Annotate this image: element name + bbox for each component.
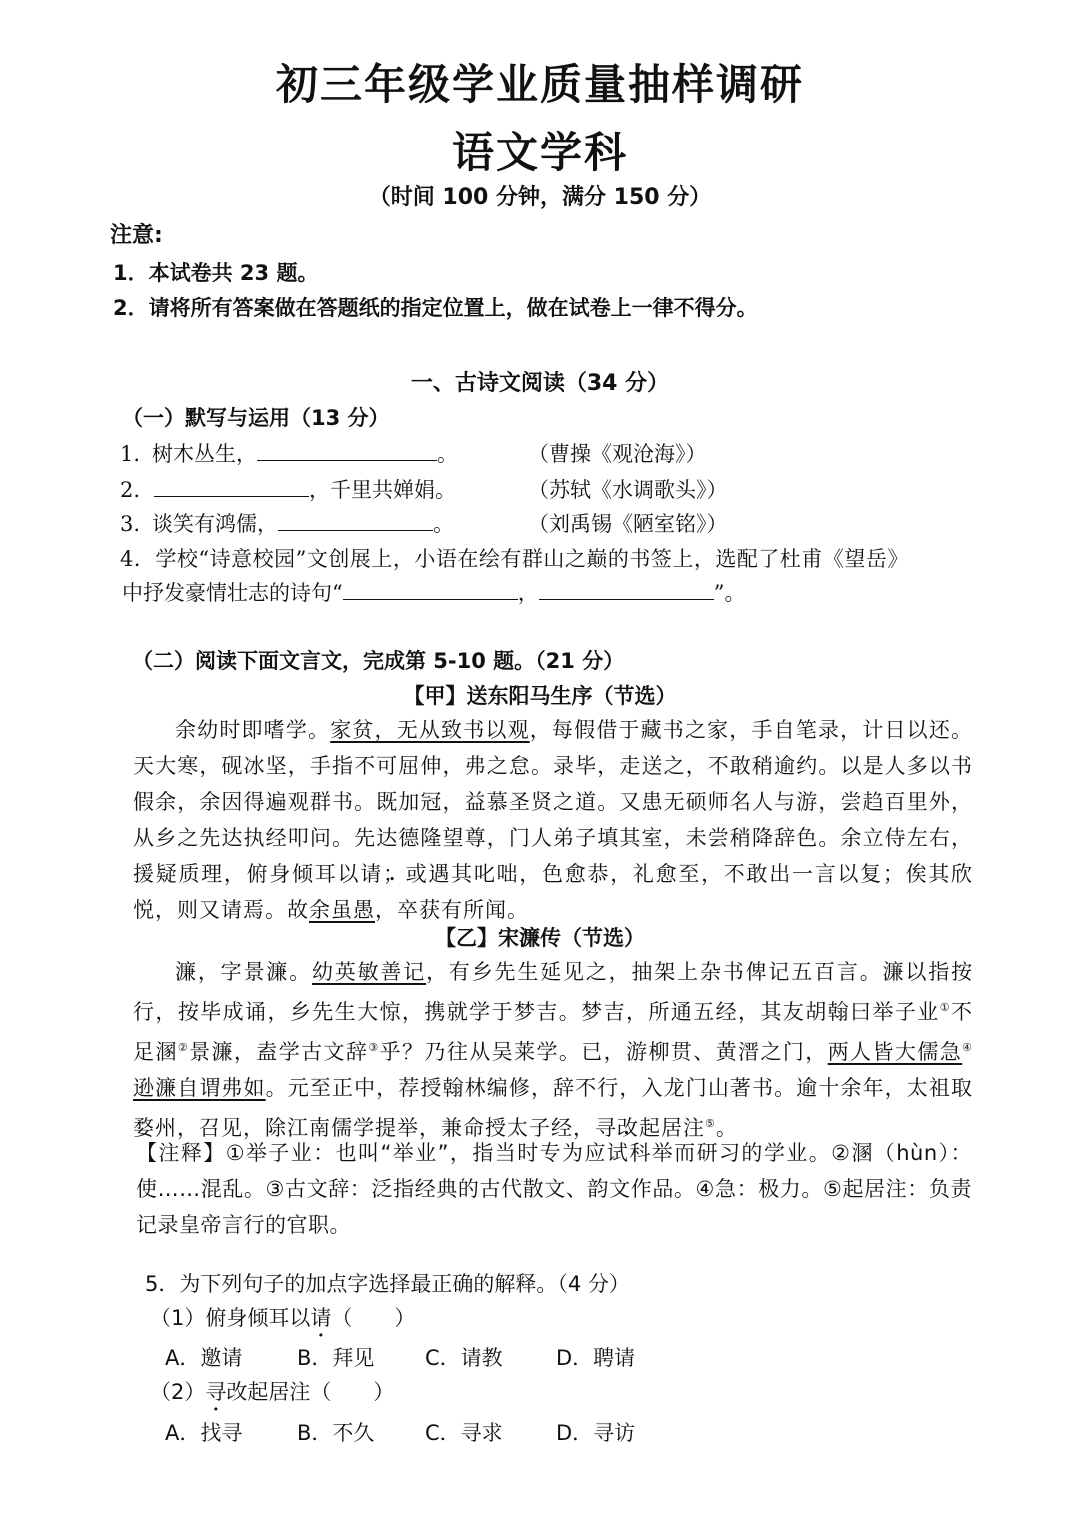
notice-item-2: 2．请将所有答案做在答题纸的指定位置上，做在试卷上一律不得分。 [113,296,758,320]
question-2: 2. ，千里共婵娟。 [120,478,457,502]
option-1d[interactable]: D．聘请 [556,1346,636,1370]
passage-yi: 濂，字景濂。幼英敏善记，有乡先生延见之，抽架上杂书俾记五百言。濂以指按行，按毕成诵，乡先生大惊，携就学于梦吉。梦吉，所通五经，其友胡翰曰举子业①不足溷②景濂，盍学古文辞③乎？乃往从吴莱学。已，游柳贯、黄溍之门，两人皆大儒急④逊濂自谓弗如。元至正中，荐授翰林编修，辞不行，入龙门山著书。逾十余年，太祖取婺州，召见，除江南儒学提举，兼命授太子经，寻改起居注⑤。 [133,960,974,1140]
question-5-sub-2: （2）寻改起居注（ ） [150,1380,395,1404]
answer-blank-4b[interactable] [539,579,714,600]
question-4-line-2: 中抒发豪情壮志的诗句“ ， ”。 [122,581,746,605]
question-1: 1. 树木丛生， 。 [120,442,459,466]
underlined-sentence-jia-1: 家贫，无从致书以观 [330,718,530,742]
question-5-sub-1: （1）俯身倾耳以请（ ） [150,1306,416,1330]
underlined-sentence-yi-1: 幼英敏善记 [311,960,427,984]
option-2b[interactable]: B．不久 [297,1421,375,1445]
passage-jia-title: 【甲】送东阳马生序（节选） [403,684,677,708]
dotted-char-qing: 请 [360,862,383,886]
question-3: 3. 谈笑有鸿儒， 。 [120,512,455,536]
passage-yi-title: 【乙】宋濂传（节选） [435,926,645,950]
exam-title: 初三年级学业质量抽样调研 [275,60,804,109]
option-2a[interactable]: A．找寻 [165,1421,243,1445]
underlined-sentence-jia-2: 余虽愚 [309,898,375,922]
part-2-title: （二）阅读下面文言文，完成第 5-10 题。（21 分） [132,649,625,673]
annotations: 【注释】①举子业：也叫“举业”，指当时专为应试科举而研习的学业。②溷（hùn）：使……混乱。③古文辞：泛指经典的古代散文、韵文作品。④急：极力。⑤起居注：负责记录皇帝言行的官职。 [136,1141,972,1237]
answer-blank-3[interactable] [278,510,433,531]
question-2-source: （苏轼《水调歌头》） [528,478,728,502]
underlined-sentence-yi-2b: 逊濂自谓弗如 [133,1076,266,1100]
option-1c[interactable]: C．请教 [425,1346,503,1370]
answer-blank-2[interactable] [154,476,309,497]
option-1b[interactable]: B．拜见 [297,1346,375,1370]
section-1-title: 一、古诗文阅读（34 分） [410,371,670,396]
part-1-title: （一）默写与运用（13 分） [122,406,390,430]
passage-jia: 余幼时即嗜学。家贫，无从致书以观，每假借于藏书之家，手自笔录，计日以还。天大寒，砚冰坚，手指不可屈伸，弗之怠。录毕，走送之，不敢稍逾约。以是人多以书假余，余因得遍观群书。既加冠，益慕圣贤之道。又患无硕师名人与游，尝趋百里外，从乡之先达执经叩问。先达德隆望尊，门人弟子填其室，未尝稍降辞色。余立侍左右，援疑质理，俯身倾耳以请；或遇其叱咄，色愈恭，礼愈至，不敢出一言以复；俟其欣悦，则又请焉。故余虽愚，卒获有所闻。 [133,718,974,922]
question-3-source: （刘禹锡《陋室铭》） [528,512,728,536]
option-2d[interactable]: D．寻访 [556,1421,636,1445]
question-5-stem: 5．为下列句子的加点字选择最正确的解释。（4 分） [145,1272,630,1296]
option-2c[interactable]: C．寻求 [425,1421,503,1445]
answer-blank-4a[interactable] [343,579,518,600]
question-4-line-1: 4．学校“诗意校园”文创展上，小语在绘有群山之巅的书签上，选配了杜甫《望岳》 [120,547,909,571]
underlined-sentence-yi-2a: 两人皆大儒急 [827,1040,963,1064]
notice-heading: 注意: [110,223,163,248]
exam-time-note: （时间 100 分钟，满分 150 分） [368,185,712,210]
notice-item-1: 1．本试卷共 23 题。 [113,261,319,285]
exam-subject: 语文学科 [451,128,628,177]
answer-blank-1[interactable] [257,440,437,461]
dotted-char-xun: 寻 [595,1116,617,1140]
question-1-source: （曹操《观沧海》） [528,442,707,466]
option-1a[interactable]: A．邀请 [165,1346,243,1370]
